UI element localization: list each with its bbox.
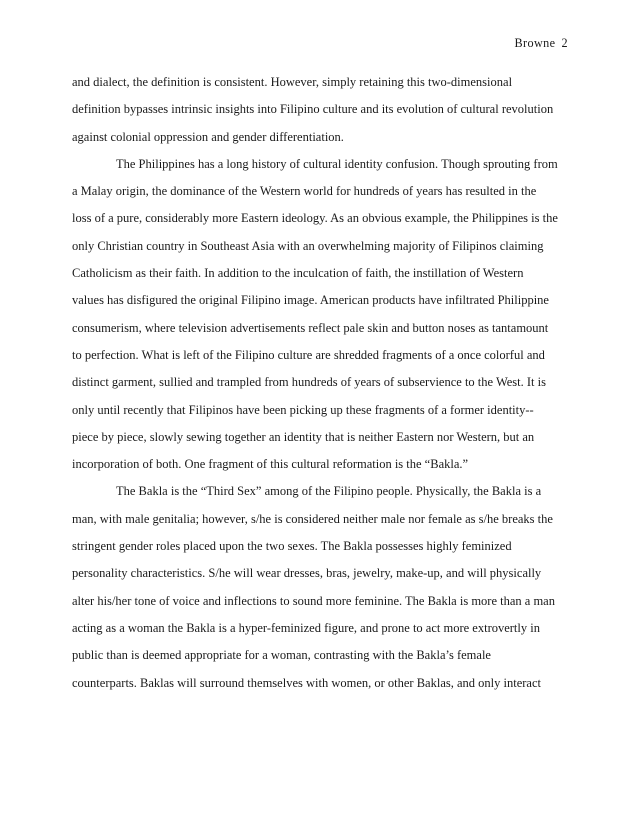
text-line: piece by piece, slowly sewing together an identity that is neither Eastern nor Western, but an bbox=[72, 429, 535, 444]
text-line: alter his/her tone of voice and inflections to sound more feminine. The Bakla is more than a man bbox=[72, 593, 555, 608]
text-line: a Malay origin, the dominance of the Western world for hundreds of years has resulted in the bbox=[72, 184, 537, 199]
text-line: personality characteristics. S/he will wear dresses, bras, jewelry, make-up, and will physically bbox=[72, 566, 542, 581]
text-line: counterparts. Baklas will surround themselves with women, or other Baklas, and only interact bbox=[72, 675, 541, 690]
body-text bbox=[72, 69, 568, 697]
text-line: only until recently that Filipinos have been picking up these fragments of a former identity-- bbox=[72, 402, 534, 417]
text-line: man, with male genitalia; however, s/he is considered neither male nor female as s/he breaks the bbox=[72, 511, 553, 526]
text-line: only Christian country in Southeast Asia with an overwhelming majority of Filipinos claiming bbox=[72, 238, 544, 253]
text-line: acting as a woman the Bakla is a hyper-feminized figure, and prone to act more extrovertly in bbox=[72, 620, 540, 635]
text-line: The Bakla is the “Third Sex” among of the Filipino people. Physically, the Bakla is a bbox=[116, 484, 542, 499]
text-line: distinct garment, sullied and trampled from hundreds of years of subservience to the West. It is bbox=[72, 375, 546, 390]
text-line: definition bypasses intrinsic insights into Filipino culture and its evolution of cultural revolution bbox=[72, 102, 554, 117]
text-line: stringent gender roles placed upon the two sexes. The Bakla possesses highly feminized bbox=[72, 539, 512, 554]
text-line: consumerism, where television advertisements reflect pale skin and button noses as tantamount bbox=[72, 320, 549, 335]
text-line: and dialect, the definition is consistent. However, simply retaining this two-dimensional bbox=[72, 75, 513, 89]
header-page-number: 2 bbox=[561, 36, 568, 50]
text-line: The Philippines has a long history of cultural identity confusion. Though sprouting from bbox=[116, 156, 558, 171]
header-author: Browne bbox=[514, 36, 556, 50]
text-line: incorporation of both. One fragment of this cultural reformation is the “Bakla.” bbox=[72, 457, 469, 472]
text-line: public than is deemed appropriate for a woman, contrasting with the Bakla’s female bbox=[72, 648, 491, 663]
text-line: Catholicism as their faith. In addition to the inculcation of faith, the instillation of Western bbox=[72, 266, 524, 281]
running-header bbox=[515, 36, 569, 51]
text-line: against colonial oppression and gender differentiation. bbox=[72, 129, 344, 144]
text-line: values has disfigured the original Filipino image. American products have infiltrated Philippine bbox=[72, 293, 549, 308]
text-line: loss of a pure, considerably more Eastern ideology. As an obvious example, the Philippines is the bbox=[72, 211, 558, 226]
text-line: to perfection. What is left of the Filipino culture are shredded fragments of a once colorful and bbox=[72, 347, 545, 362]
